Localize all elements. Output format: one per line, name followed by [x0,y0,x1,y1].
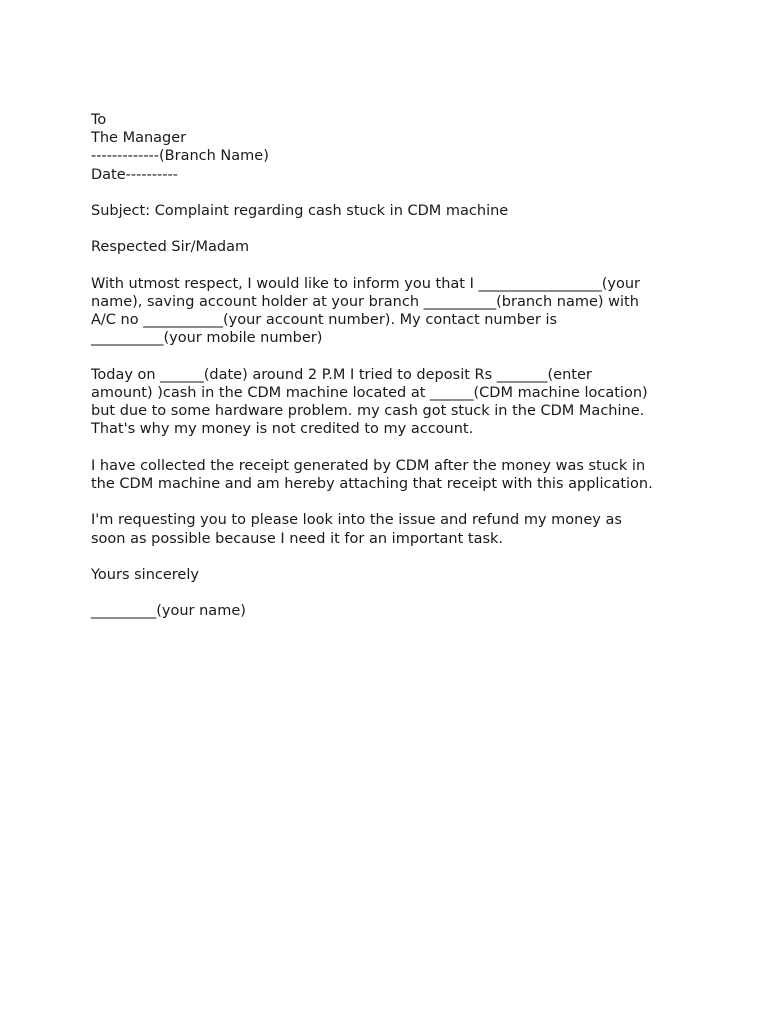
paragraph-line: Today on ______(date) around 2 P.M I tried to deposit Rs _______(enter [91,366,592,383]
address-block [91,111,691,184]
address-line-branch: -------------(Branch Name) [91,148,269,165]
closing-text: Yours sincerely [91,566,199,583]
paragraph-line: amount) )cash in the CDM machine located at ______(CDM machine location) [91,384,648,401]
paragraph-incident [91,366,691,439]
paragraph-line: __________(your mobile number) [91,330,323,347]
paragraph-line: A/C no ___________(your account number). My contact number is [91,312,558,329]
paragraph-line: but due to some hardware problem. my cash got stuck in the CDM Machine. [91,403,645,420]
paragraph-line: I have collected the receipt generated by CDM after the money was stuck in [91,457,646,474]
letter-body [91,111,691,639]
signature-text: _________(your name) [91,603,246,620]
paragraph-line: the CDM machine and am hereby attaching that receipt with this application. [91,475,653,492]
paragraph-request [91,511,691,547]
paragraph-introduction [91,275,691,348]
paragraph-line: soon as possible because I need it for an important task. [91,530,504,547]
paragraph-line: That's why my money is not credited to my account. [91,421,474,438]
paragraph-line: With utmost respect, I would like to inform you that I _________________(your [91,275,640,292]
closing [91,566,691,584]
paragraph-line: name), saving account holder at your branch __________(branch name) with [91,293,639,310]
signature [91,602,691,620]
salutation [91,238,691,256]
subject-text: Subject: Complaint regarding cash stuck in CDM machine [91,203,509,219]
paragraph-receipt [91,457,691,493]
address-line-manager: The Manager [91,130,187,147]
address-line-to: To [91,112,107,128]
salutation-text: Respected Sir/Madam [91,239,250,256]
address-line-date: Date---------- [91,166,178,183]
paragraph-line: I'm requesting you to please look into the issue and refund my money as [91,512,622,529]
subject-line [91,202,691,220]
